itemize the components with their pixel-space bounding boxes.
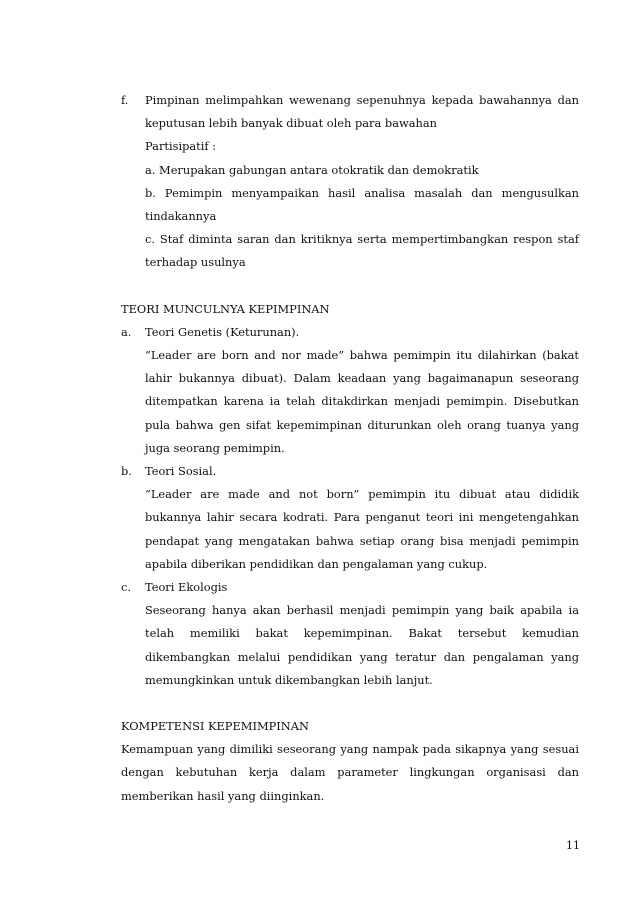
paragraph: Kemampuan yang dimiliki seseorang yang nampak pada sikapnya yang sesuai dengan kebutuhan kerja dalam parameter lingkungan organisasi dan memberikan hasil yang diinginkan.: [121, 742, 579, 803]
page-number: 11: [566, 839, 580, 852]
item-title: Teori Sosial.: [145, 464, 217, 479]
item-title: Teori Ekologis: [145, 580, 228, 595]
list-item-body: [145, 321, 579, 460]
list-item: [121, 321, 579, 460]
list-item-f: [121, 89, 579, 275]
section-heading-competency: KOMPETENSI KEPEMIMPINAN: [121, 719, 309, 734]
section-heading-theory: TEORI MUNCULNYA KEPIMPINAN: [121, 301, 330, 316]
page-content: [121, 89, 579, 808]
list-item: [121, 460, 579, 576]
paragraph: Seseorang hanya akan berhasil menjadi pemimpin yang baik apabila ia telah memiliki bakat kepemimpinan. Bakat tersebut kemudian dikembangkan melalui pendidikan yang teratur dan pengalaman yang memungkinkan untuk dikembangkan lebih lanjut.: [145, 603, 579, 687]
sub-item-a: a. Merupakan gabungan antara otokratik dan demokratik: [145, 162, 479, 177]
list-marker: f.: [121, 93, 129, 107]
list-item: [121, 576, 579, 692]
list-item-body: [145, 89, 579, 275]
sub-item-c: c. Staf diminta saran dan kritiknya serta mempertimbangkan respon staf terhadap usulnya: [145, 232, 579, 270]
paragraph: “Leader are born and nor made” bahwa pemimpin itu dilahirkan (bakat lahir bukannya dibuat). Dalam keadaan yang bagaimanapun seseorang ditempatkan karena ia telah ditakdirkan menjadi pemimpin. Disebutkan pula bahwa gen sifat kepemimpinan diturunkan oleh orang tuanya yang juga seorang pemimpin.: [145, 348, 579, 455]
paragraph: Pimpinan melimpahkan wewenang sepenuhnya kepada bawahannya dan keputusan lebih banyak dibuat oleh para bawahan: [145, 93, 579, 131]
paragraph: “Leader are made and not born” pemimpin itu dibuat atau dididik bukannya lahir secara kodrati. Para penganut teori ini mengetengahkan pendapat yang mengatakan bahwa setiap orang bisa menjadi pemimpin apabila diberikan pendidikan dan pengalaman yang cukup.: [145, 487, 579, 571]
partisipatif-label: Partisipatif :: [145, 139, 217, 154]
item-title: Teori Genetis (Keturunan).: [145, 324, 300, 339]
spacer: [121, 692, 579, 715]
list-marker: b.: [121, 464, 132, 479]
list-item-body: [145, 576, 579, 692]
spacer: [121, 275, 579, 298]
list-marker: a.: [121, 324, 132, 339]
sub-item-b: b. Pemimpin menyampaikan hasil analisa masalah dan mengusulkan tindakannya: [145, 185, 579, 224]
list-marker: c.: [121, 580, 132, 595]
list-item-body: [145, 460, 579, 576]
